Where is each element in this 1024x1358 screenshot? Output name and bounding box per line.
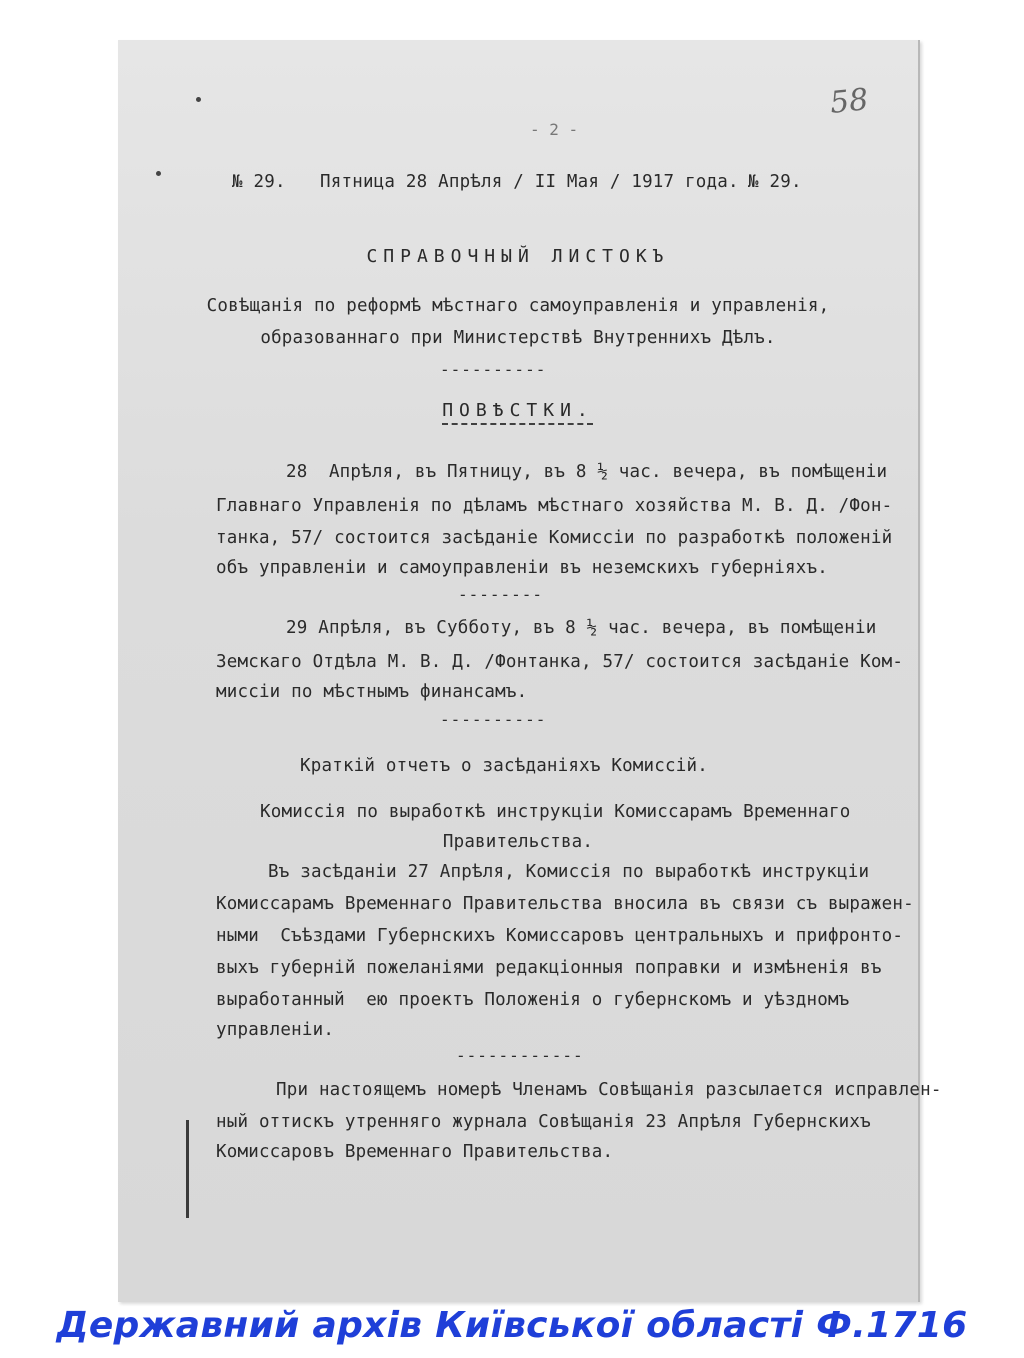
document-page	[118, 40, 942, 1302]
separator: ----------	[440, 710, 547, 729]
report-body-line: ными Съѣздами Губернскихъ Комиссаровъ центральныхъ и прифронто-	[216, 926, 904, 946]
archive-caption: Державний архів Київської області Ф.1716	[56, 1305, 968, 1346]
speck	[196, 97, 201, 102]
issue-number-right: № 29.	[748, 172, 802, 192]
report-body-line: управленіи.	[216, 1020, 335, 1040]
report-body-line: выхъ губерній пожеланіями редакціонныя поправки и измѣненія въ	[216, 958, 882, 978]
agenda-heading: ПОВѢСТКИ.	[442, 400, 594, 421]
issue-number-left: № 29.	[232, 172, 286, 192]
report-body-line: Комиссарамъ Временнаго Правительства вносила въ связи съ выражен-	[216, 894, 914, 914]
agenda-item1-line: танка, 57/ состоится засѣданіе Комиссіи по разработкѣ положеній	[216, 528, 893, 548]
closing-line: ный оттискъ утренняго журнала Совѣщанія 23 Апрѣля Губернскихъ	[216, 1112, 871, 1132]
agenda-item1-line: Главнаго Управленія по дѣламъ мѣстнаго хозяйства М. В. Д. /Фон-	[216, 496, 893, 516]
commission-title-line: Правительства.	[442, 832, 594, 852]
closing-separator: ------------	[456, 1046, 584, 1065]
agenda-item1-line: 28 Апрѣля, въ Пятницу, въ 8 ½ час. вечера, въ помѣщеніи	[286, 462, 888, 482]
issue-date: Пятница 28 Апрѣля / II Мая / 1917 года.	[320, 172, 739, 192]
agenda-item2-line: 29 Апрѣля, въ Субботу, въ 8 ½ час. вечера, въ помѣщеніи	[286, 618, 877, 638]
commission-title-line: Комиссія по выработкѣ инструкціи Комиссарамъ Временнаго	[260, 802, 851, 822]
closing-line: Комиссаровъ Временнаго Правительства.	[216, 1142, 614, 1162]
separator: ----------	[440, 360, 547, 379]
agenda-item2-line: миссіи по мѣстнымъ финансамъ.	[216, 682, 528, 702]
report-heading: Краткій отчетъ о засѣданіяхъ Комиссій.	[300, 756, 708, 776]
separator-short: --------	[458, 585, 544, 604]
subtitle-line-1: Совѣщанія по реформѣ мѣстнаго самоуправленія и управленія,	[206, 296, 830, 316]
page-number: - 2 -	[530, 120, 579, 139]
subtitle-line-2: образованнаго при Министерствѣ Внутреннихъ Дѣлъ.	[260, 328, 776, 348]
report-body-line: выработанный ею проектъ Положенія о губернскомъ и уѣздномъ	[216, 990, 850, 1010]
closing-line: При настоящемъ номерѣ Членамъ Совѣщанія разсылается исправлен-	[276, 1080, 942, 1100]
agenda-item2-line: Земскаго Отдѣла М. В. Д. /Фонтанка, 57/ состоится засѣданіе Ком-	[216, 652, 904, 672]
speck	[156, 171, 161, 176]
report-body-line: Въ засѣданіи 27 Апрѣля, Комиссія по выработкѣ инструкціи	[268, 862, 870, 882]
margin-mark	[186, 1120, 189, 1218]
folio-mark: 58	[828, 82, 870, 121]
document-title: СПРАВОЧНЫЙ ЛИСТОКЪ	[366, 246, 670, 267]
agenda-item1-line: объ управленіи и самоуправленіи въ неземскихъ губерніяхъ.	[216, 558, 828, 578]
